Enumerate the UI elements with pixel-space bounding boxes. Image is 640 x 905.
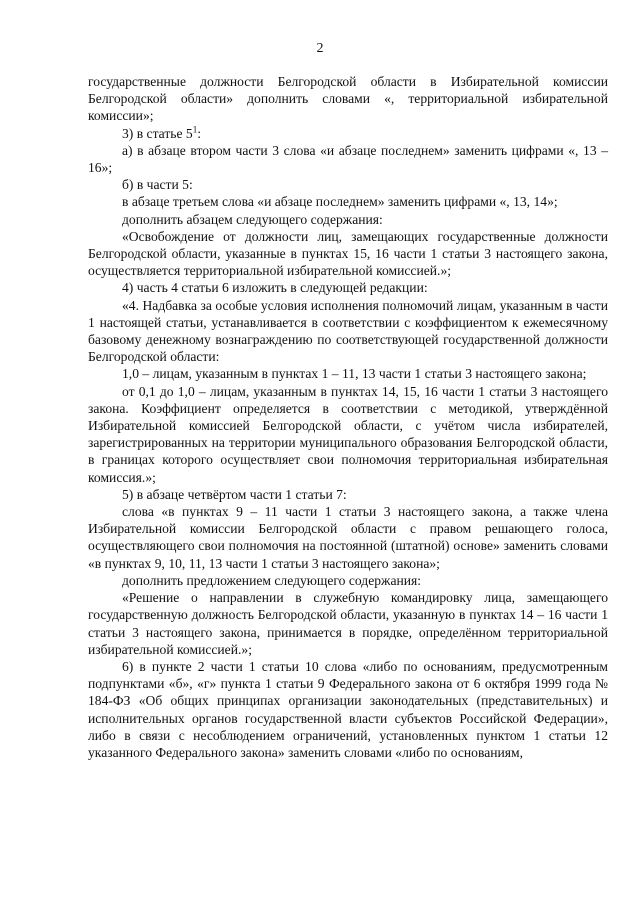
paragraph-quote-release: «Освобождение от должности лиц, замещающих государственные должности Белгородской области, указанные в пунктах 15, 16 части 1 статьи 3 настоящего закона, осуществляется территориальной избирательной комиссией.»; [88,228,608,279]
paragraph-quote-allowance: «4. Надбавка за особые условия исполнения полномочий лицам, указанным в части 1 настоящей статьи, устанавливается в соответствии с коэффициентом к ежемесячному базовому денежному вознаграждению по соответствующей государственной должности Белгородской области: [88,297,608,365]
paragraph-item-5: 5) в абзаце четвёртом части 1 статьи 7: [122,486,347,502]
paragraph-add-abzac: дополнить абзацем следующего содержания: [122,211,383,227]
item-3-tail: : [197,125,202,141]
paragraph-item-3a: а) в абзаце втором части 3 слова «и абзаце последнем» заменить цифрами «, 13 – 16»; [88,142,608,176]
paragraph-words-replace: слова «в пунктах 9 – 11 части 1 статьи 3 настоящего закона, а также члена Избирательной комиссии Белгородской области с правом решающего голоса, осуществляющего свои полномочия на постоянной (штатной) основе» заменить словами «в пунктах 9, 10, 11, 13 части 1 статьи 3 настоящего закона»; [88,504,608,571]
paragraph-coefficient-1: 1,0 – лицам, указанным в пунктах 1 – 11, 13 части 1 статьи 3 настоящего закона; [122,366,587,382]
document-body [88,73,608,761]
article-superscript: 1 [192,124,198,135]
page-number: 2 [316,41,324,56]
item-3-text: 3) в статье 5 [122,125,193,141]
paragraph-quote-trip: «Решение о направлении в служебную командировку лица, замещающего государственную должность Белгородской области, указанную в пунктах 14 – 16 части 1 статьи 3 настоящего закона, принимается в порядке, определённом территориальной избирательной комиссией.»; [88,590,608,657]
paragraph-item-3b: б) в части 5: [122,177,193,193]
paragraph-item-6: 6) в пункте 2 части 1 статьи 10 слова «либо по основаниям, предусмотренным подпунктами «б», «г» пункта 1 статьи 9 Федерального закона от 6 октября 1999 года № 184-ФЗ «Об общих принципах организации законодательных (представительных) и исполнительных органов государственной власти субъектов Российской Федерации», либо в связи с несоблюдением ограничений, установленных пунктом 1 статьи 12 указанного Федерального закона» заменить словами «либо по основаниям, [88,658,608,760]
paragraph-item-3 [88,125,608,142]
paragraph-intro-continuation: государственные должности Белгородской области в Избирательной комиссии Белгородской области» дополнить словами «, территориальной избирательной комиссии»; [88,74,608,124]
paragraph-coefficient-range: от 0,1 до 1,0 – лицам, указанным в пунктах 14, 15, 16 части 1 статьи 3 настоящего закона. Коэффициент определяется в соответствии с методикой, утверждённой Избирательной комиссией Белгородской области, с учётом числа избирателей, зарегистрированных на территории муниципального образования Белгородской области, в границах которого осуществляет свои полномочия территориальная избирательная комиссия.»; [88,383,608,485]
paragraph-third-abzac: в абзаце третьем слова «и абзаце последнем» заменить цифрами «, 13, 14»; [122,194,558,210]
paragraph-add-sentence: дополнить предложением следующего содержания: [122,572,422,588]
paragraph-item-4: 4) часть 4 статьи 6 изложить в следующей редакции: [122,280,428,296]
